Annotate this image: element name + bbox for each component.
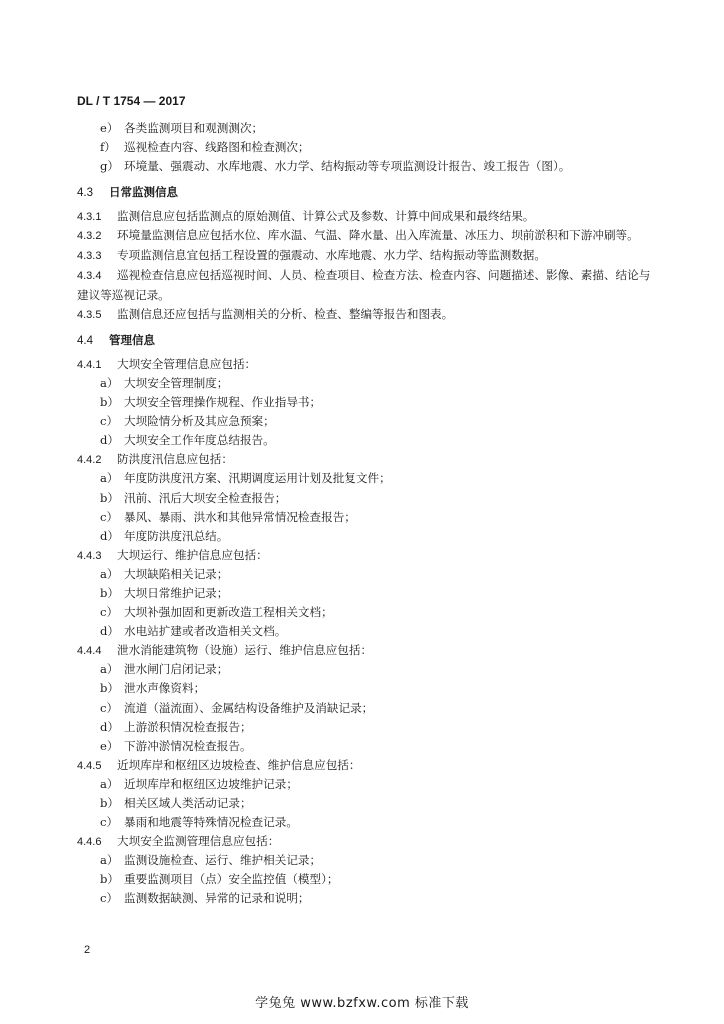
list-marker: c） — [100, 815, 119, 830]
clause-text: 大坝运行、维护信息应包括： — [117, 547, 268, 562]
list-marker: a） — [100, 776, 119, 791]
clause-number: 4.3.3 — [77, 250, 102, 263]
list-item-text: 泄水声像资料； — [124, 681, 206, 696]
clause-text: 专项监测信息宜包括工程设置的强震动、水库地震、水力学、结构振动等监测数据。 — [117, 248, 546, 263]
clause-number: 4.3.2 — [77, 230, 102, 243]
list-item-text: 大坝险情分析及其应急预案； — [124, 414, 275, 429]
list-item-text: 暴风、暴雨、洪水和其他异常情况检查报告； — [124, 509, 356, 524]
list-marker: c） — [100, 414, 119, 429]
clause-number: 4.4.2 — [77, 454, 102, 467]
list-item-text: 近坝库岸和枢纽区边坡维护记录； — [124, 776, 298, 791]
list-item — [77, 565, 659, 584]
clause — [77, 832, 659, 851]
list-item — [77, 775, 659, 794]
list-item-text: 年度防洪度汛总结。 — [124, 528, 229, 543]
list-item-text: 监测数据缺测、异常的记录和说明； — [124, 891, 310, 906]
list-item-text: 巡视检查内容、线路图和检查测次； — [124, 140, 310, 155]
clause — [77, 546, 659, 565]
clause — [77, 450, 659, 469]
clause-text: 巡视检查信息应包括巡视时间、人员、检查项目、检查方法、检查内容、问题描述、影像、素描、结论与建议等巡视记录。 — [77, 267, 651, 302]
list-marker: d） — [100, 719, 120, 734]
list-item — [77, 431, 659, 450]
list-item — [77, 138, 659, 157]
clause-text: 监测信息还应包括与监测相关的分析、检查、整编等报告和图表。 — [117, 306, 454, 321]
list-marker: b） — [100, 796, 120, 810]
list-item-text: 监测设施检查、运行、维护相关记录； — [124, 853, 322, 868]
list-item — [77, 794, 659, 813]
list-item — [77, 737, 659, 756]
list-marker: e） — [100, 738, 119, 753]
list-marker: b） — [100, 872, 120, 887]
list-item-text: 大坝补强加固和更新改造工程相关文档； — [124, 605, 333, 620]
list-item — [77, 851, 659, 870]
list-item — [77, 393, 659, 412]
list-item — [77, 813, 659, 832]
list-marker: a） — [100, 566, 119, 581]
list-item — [77, 889, 659, 908]
clause — [77, 266, 659, 305]
list-item-text: 大坝缺陷相关记录； — [124, 566, 229, 581]
list-item — [77, 119, 659, 138]
clause-number: 4.3.4 — [77, 269, 102, 282]
clause — [77, 355, 659, 374]
list-item — [77, 718, 659, 737]
list-item — [77, 870, 659, 889]
clause — [77, 641, 659, 660]
list-item — [77, 527, 659, 546]
clause — [77, 226, 659, 246]
clause — [77, 246, 659, 265]
list-marker: d） — [100, 528, 120, 543]
list-marker: d） — [100, 433, 120, 448]
clause-text: 大坝安全监测管理信息应包括： — [117, 834, 280, 849]
list-item-text: 汛前、汛后大坝安全检查报告； — [124, 490, 287, 505]
document-body — [77, 119, 659, 909]
list-item-text: 重要监测项目（点）安全监控值（模型）； — [124, 872, 339, 887]
list-marker: d） — [100, 624, 120, 639]
list-marker: a） — [100, 662, 119, 677]
section-title: 管理信息 — [109, 334, 155, 347]
section-number: 4.4 — [77, 334, 93, 347]
list-item-text: 各类监测项目和观测测次； — [124, 121, 264, 135]
list-item-text: 相关区域人类活动记录； — [124, 796, 252, 810]
clause-number: 4.4.1 — [77, 358, 102, 371]
list-item-text: 大坝日常维护记录； — [124, 585, 229, 600]
list-marker: a） — [100, 471, 119, 486]
section-heading — [77, 332, 659, 351]
list-marker: b） — [100, 681, 120, 696]
list-marker: a） — [100, 375, 119, 390]
list-item — [77, 584, 659, 603]
list-item — [77, 508, 659, 527]
list-item-text: 下游冲淤情况检查报告。 — [124, 738, 252, 753]
list-marker: b） — [100, 490, 120, 505]
list-item-text: 大坝安全管理操作规程、作业指导书； — [124, 395, 322, 410]
list-marker: c） — [100, 605, 119, 620]
list-item-text: 流道（溢流面）、金属结构设备维护及消缺记录； — [124, 700, 374, 715]
clause — [77, 756, 659, 775]
section-heading — [77, 184, 659, 203]
clause-number: 4.4.6 — [77, 836, 102, 849]
list-item — [77, 489, 659, 508]
list-item — [77, 157, 659, 176]
list-marker: c） — [100, 700, 119, 715]
list-item — [77, 699, 659, 718]
list-item-text: 年度防洪度汛方案、汛期调度运用计划及批复文件； — [124, 471, 391, 486]
clause-text: 环境量监测信息应包括水位、库水温、气温、降水量、出入库流量、冰压力、坝前淤积和下游冲刷等。 — [117, 228, 639, 243]
list-item — [77, 603, 659, 622]
list-item — [77, 679, 659, 698]
section-title: 日常监测信息 — [109, 187, 178, 200]
list-marker: c） — [100, 891, 119, 906]
standard-code-header: DL / T 1754 — 2017 — [77, 94, 186, 108]
list-marker: g） — [100, 159, 120, 174]
list-marker: b） — [100, 585, 120, 600]
clause-text: 大坝安全管理信息应包括： — [117, 356, 257, 371]
list-item — [77, 622, 659, 641]
list-marker: f） — [100, 140, 116, 155]
clause-number: 4.4.5 — [77, 759, 102, 772]
list-item-text: 上游淤积情况检查报告； — [124, 719, 252, 734]
list-marker: b） — [100, 395, 120, 410]
clause-text: 泄水消能建筑物（设施）运行、维护信息应包括： — [117, 643, 373, 658]
list-item-text: 泄水闸门启闭记录； — [124, 662, 229, 677]
list-item — [77, 412, 659, 431]
list-item — [77, 469, 659, 488]
clause-number: 4.4.4 — [77, 645, 102, 658]
clause-number: 4.4.3 — [77, 549, 102, 562]
clause-number: 4.3.1 — [77, 211, 102, 224]
list-item-text: 环境量、强震动、水库地震、水力学、结构振动等专项监测设计报告、竣工报告（图）。 — [124, 159, 571, 174]
watermark-footer: 学兔兔 www.bzfxw.com 标准下载 — [255, 996, 469, 1011]
section-number: 4.3 — [77, 187, 93, 200]
list-item-text: 大坝安全工作年度总结报告。 — [124, 433, 275, 448]
clause-text: 近坝库岸和枢纽区边坡检查、维护信息应包括： — [117, 757, 361, 772]
clause — [77, 207, 659, 226]
list-item-text: 大坝安全管理制度； — [124, 375, 229, 390]
list-item-text: 暴雨和地震等特殊情况检查记录。 — [124, 815, 298, 830]
clause-number: 4.3.5 — [77, 308, 102, 321]
clause — [77, 305, 659, 324]
page-number: 2 — [84, 944, 91, 956]
list-item — [77, 374, 659, 393]
clause-text: 监测信息应包括监测点的原始测值、计算公式及参数、计算中间成果和最终结果。 — [117, 209, 535, 224]
list-marker: c） — [100, 509, 119, 524]
list-item-text: 水电站扩建或者改造相关文档。 — [124, 624, 287, 639]
list-marker: a） — [100, 853, 119, 868]
list-marker: e） — [100, 121, 119, 135]
clause-text: 防洪度汛信息应包括： — [117, 452, 233, 467]
list-item — [77, 660, 659, 679]
